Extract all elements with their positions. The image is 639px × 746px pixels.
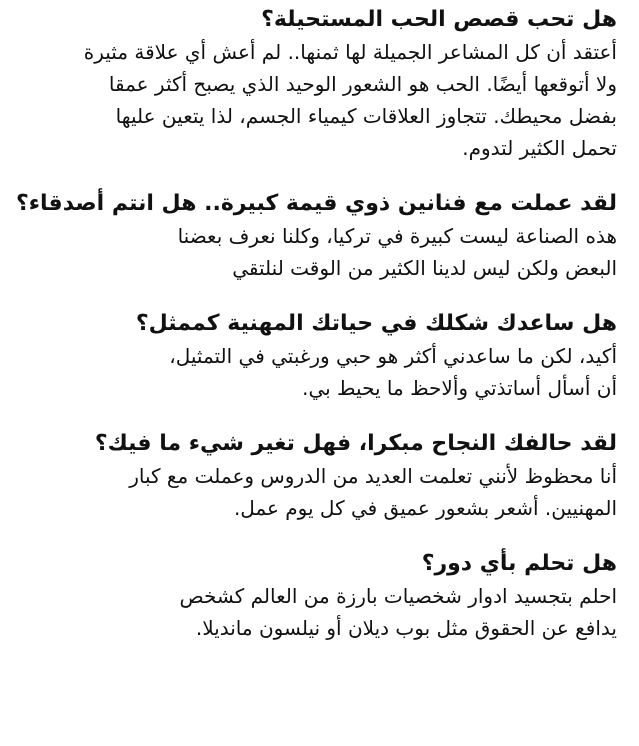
answer-line: ولا أتوقعها أيضًا. الحب هو الشعور الوحيد الذي يصبح أكثر عمقا — [108, 72, 617, 96]
answer-line: أعتقد أن كل المشاعر الجميلة لها ثمنها.. لم أعش أي علاقة مثيرة — [83, 40, 617, 64]
interview-question: هل تحب قصص الحب المستحيلة؟ — [261, 7, 617, 32]
answer-line: أنا محظوظ لأنني تعلمت العديد من الدروس وعملت مع كبار — [129, 464, 617, 488]
interview-question: لقد حالفك النجاح مبكرا، فهل تغير شيء ما فيك؟ — [94, 431, 617, 456]
answer-line: المهنيين. أشعر بشعور عميق في كل يوم عمل. — [233, 496, 617, 520]
interview-answer — [20, 460, 617, 524]
answer-line: أن أسأل أساتذتي وألاحظ ما يحيط بي. — [302, 376, 617, 400]
qa-block — [20, 548, 617, 644]
interview-question: هل تحلم بأي دور؟ — [421, 551, 617, 576]
answer-line: أكيد، لكن ما ساعدني أكثر هو حبي ورغبتي في التمثيل، — [169, 344, 617, 368]
answer-line: بفضل محيطك. تتجاوز العلاقات كيمياء الجسم، لذا يتعين عليها — [115, 104, 617, 128]
interview-answer — [20, 580, 617, 644]
interview-question: لقد عملت مع فنانين ذوي قيمة كبيرة.. هل انتم أصدقاء؟ — [16, 191, 617, 216]
interview-answer — [20, 36, 617, 164]
interview-question: هل ساعدك شكلك في حياتك المهنية كممثل؟ — [135, 311, 617, 336]
answer-line: يدافع عن الحقوق مثل بوب ديلان أو نيلسون مانديلا. — [195, 616, 617, 640]
qa-block — [20, 308, 617, 404]
qa-block — [16, 188, 617, 284]
interview-answer — [20, 340, 617, 404]
answer-line: احلم بتجسيد ادوار شخصيات بارزة من العالم كشخص — [179, 584, 617, 608]
qa-block — [20, 4, 617, 164]
answer-line: تحمل الكثير لتدوم. — [462, 136, 617, 160]
answer-line: هذه الصناعة ليست كبيرة في تركيا، وكلنا نعرف بعضنا — [177, 224, 617, 248]
answer-line: البعض ولكن ليس لدينا الكثير من الوقت لنلتقي — [232, 256, 617, 280]
qa-block — [20, 428, 617, 524]
interview-answer — [20, 220, 617, 284]
